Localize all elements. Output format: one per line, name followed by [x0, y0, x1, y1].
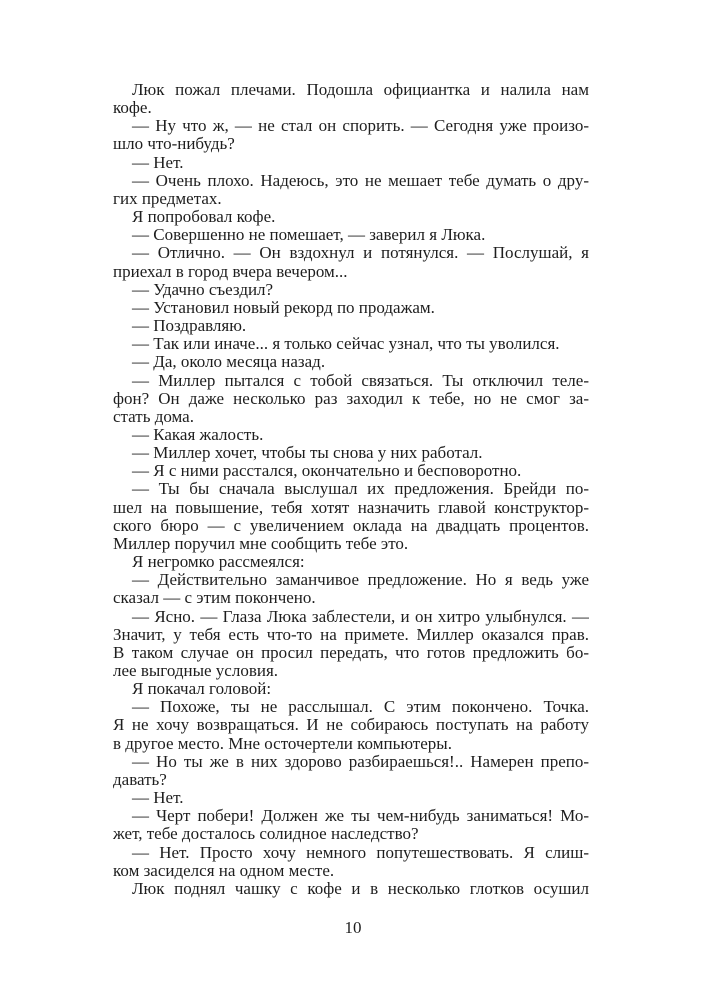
text-line: — Миллер хочет, чтобы ты снова у них работал.	[132, 443, 483, 463]
text-line: Люк поднял чашку с кофе и в несколько глотков осушил	[132, 879, 589, 898]
text-line: — Отлично. — Он вздохнул и потянулся. — Послушай, я	[132, 244, 589, 263]
text-line: — Нет.	[132, 788, 184, 808]
text-line: — Ты бы сначала выслушал их предложения. Брейди по-	[132, 480, 589, 499]
text-line: — Нет.	[132, 152, 184, 172]
text-line: — Я с ними расстался, окончательно и бесповоротно.	[132, 461, 522, 481]
text-line: лее выгодные условия.	[113, 661, 279, 680]
page-body-text	[113, 81, 589, 898]
text-line: — Ясно. — Глаза Люка заблестели, и он хитро улыбнулся. —	[132, 607, 589, 626]
text-line: кофе.	[113, 98, 152, 118]
text-line: — Так или иначе... я только сейчас узнал, что ты уволился.	[132, 334, 560, 354]
text-line: — Ну что ж, — не стал он спорить. — Сегодня уже произо-	[132, 117, 589, 136]
text-line: Люк пожал плечами. Подошла официантка и налила нам	[132, 81, 589, 99]
text-line: в другое место. Мне осточертели компьютеры.	[113, 733, 452, 753]
text-line: — Установил новый рекорд по продажам.	[132, 297, 435, 317]
text-line: Значит, у тебя есть что-то на примете. Миллер оказался прав.	[113, 625, 589, 644]
text-line: — Совершенно не помешает, — заверил я Люка.	[132, 225, 486, 245]
text-line: гих предметах.	[113, 188, 222, 208]
page-number: 10	[344, 918, 362, 937]
text-line: — Удачно съездил?	[132, 279, 274, 299]
text-line: жет, тебе досталось солидное наследство?	[113, 824, 419, 844]
text-line: — Миллер пытался с тобой связаться. Ты отключил теле-	[132, 371, 589, 390]
text-line: — Поздравляю.	[132, 316, 247, 336]
text-line: ского бюро — с увеличением оклада на двадцать процентов.	[113, 516, 589, 535]
text-line: — Очень плохо. Надеюсь, это не мешает тебе думать о дру-	[132, 171, 589, 190]
text-line: фон? Он даже несколько раз заходил к тебе, но не смог за-	[113, 389, 589, 408]
text-line: шло что-нибудь?	[113, 134, 235, 154]
text-line: В таком случае он просил передать, что готов предложить бо-	[113, 643, 589, 662]
text-line: давать?	[113, 769, 167, 789]
text-line: Я негромко рассмеялся:	[132, 552, 305, 572]
text-line: Я не хочу возвращаться. И не собираюсь поступать на работу	[113, 716, 589, 735]
text-line: — Да, около месяца назад.	[132, 352, 326, 372]
text-line: — Действительно заманчивое предложение. Но я ведь уже	[132, 571, 589, 590]
text-line: — Черт побери! Должен же ты чем-нибудь заниматься! Мо-	[132, 807, 589, 826]
text-line: сказал — с этим покончено.	[113, 588, 316, 608]
text-line: ком засиделся на одном месте.	[113, 860, 335, 880]
text-line: — Нет. Просто хочу немного попутешествовать. Я слиш-	[132, 843, 589, 862]
text-line: стать дома.	[113, 406, 194, 426]
text-line: — Похоже, ты не расслышал. С этим покончено. Точка.	[132, 698, 589, 717]
text-line: Я попробовал кофе.	[132, 207, 276, 227]
text-line: шел на повышение, тебя хотят назначить главой конструктор-	[113, 498, 589, 517]
text-line: Миллер поручил мне сообщить тебе это.	[113, 533, 409, 553]
text-line: — Какая жалость.	[132, 424, 264, 444]
text-line: — Но ты же в них здорово разбираешься!.. Намерен препо-	[132, 752, 589, 771]
text-line: Я покачал головой:	[132, 679, 272, 699]
text-line: приехал в город вчера вечером...	[113, 261, 348, 281]
